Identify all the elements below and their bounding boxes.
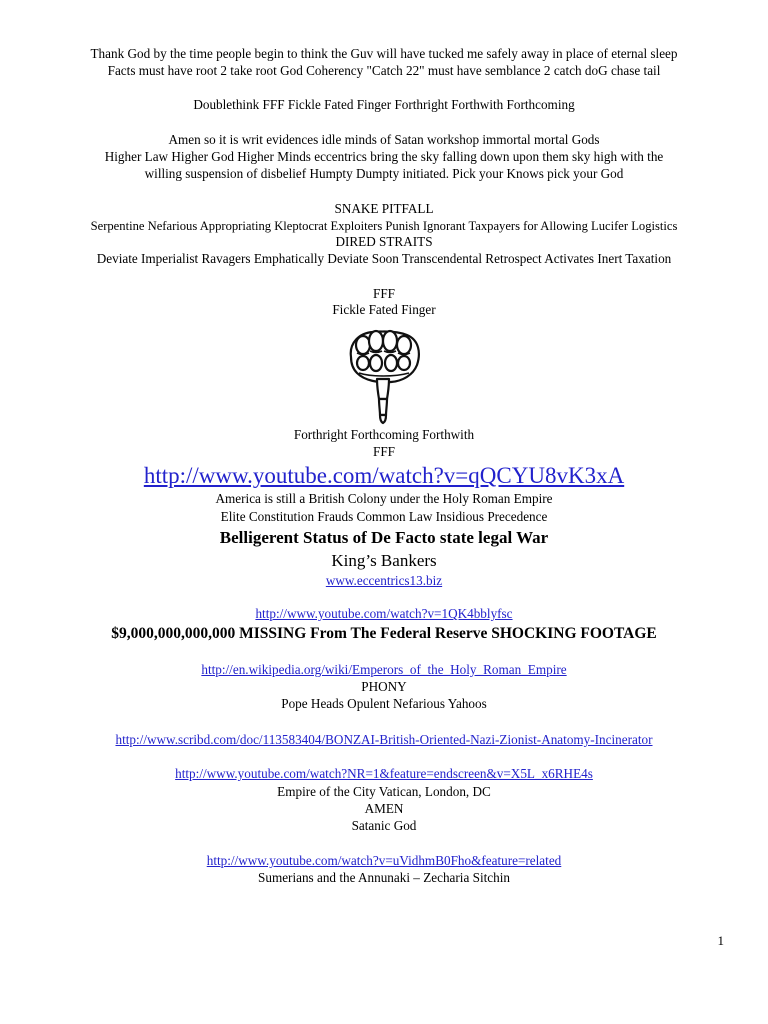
youtube-4-link[interactable]: http://www.youtube.com/watch?v=uVidhmB0Fho&feature=related — [206, 853, 562, 868]
missing-heading: $9,000,000,000,000 MISSING From The Federal Reserve SHOCKING FOOTAGE — [111, 625, 657, 642]
empire-city-line: Empire of the City Vatican, London, DC — [277, 784, 491, 799]
amen-title: AMEN — [364, 801, 404, 816]
youtube-4-link-row — [0, 853, 768, 869]
scribd-link[interactable]: http://www.scribd.com/doc/113583404/BONZAI-British-Oriented-Nazi-Zionist-Anatomy-Incinerator — [115, 732, 653, 747]
phony-title: PHONY — [361, 679, 407, 694]
higher-law-line-2: willing suspension of disbelief Humpty Dumpty initiated. Pick your Knows pick your God — [144, 166, 624, 181]
youtube-3-link[interactable]: http://www.youtube.com/watch?NR=1&feature=endscreen&v=X5L_x6RHE4s — [175, 766, 593, 781]
scribd-link-row — [0, 732, 768, 748]
pope-heads-line: Pope Heads Opulent Nefarious Yahoos — [281, 696, 487, 711]
doublethink-line: Doublethink FFF Fickle Fated Finger Forthright Forthwith Forthcoming — [193, 97, 575, 112]
america-colony-line: America is still a British Colony under the Holy Roman Empire — [215, 491, 553, 506]
dired-straits-title: DIRED STRAITS — [335, 234, 433, 249]
snake-pitfall-title: SNAKE PITFALL — [334, 201, 434, 216]
eccentrics-link-row — [0, 573, 768, 589]
fff-title: FFF — [372, 286, 395, 301]
forthright-line: Forthright Forthcoming Forthwith — [293, 427, 475, 442]
sumerians-line: Sumerians and the Annunaki – Zecharia Sitchin — [258, 870, 510, 885]
snake-pitfall-text: Serpentine Nefarious Appropriating Kleptocrat Exploiters Punish Ignorant Taxpayers for Allowing Lucifer Logistics — [90, 219, 678, 233]
eccentrics-link[interactable]: www.eccentrics13.biz — [325, 573, 443, 588]
fff-text: Fickle Fated Finger — [332, 302, 436, 317]
higher-law-line-1: Higher Law Higher God Higher Minds eccentrics bring the sky falling down upon them sky high with the — [104, 149, 664, 164]
youtube-2-link[interactable]: http://www.youtube.com/watch?v=1QK4bblyfsc — [255, 606, 513, 621]
youtube-2-link-row — [0, 606, 768, 622]
kings-bankers-heading: King’s Bankers — [331, 551, 437, 570]
belligerent-heading: Belligerent Status of De Facto state legal War — [219, 528, 549, 547]
wikipedia-link-row — [0, 662, 768, 678]
skeletal-finger-image — [343, 327, 425, 425]
page-number: 1 — [717, 933, 724, 948]
dired-straits-text: Deviate Imperialist Ravagers Emphatically Deviate Soon Transcendental Retrospect Activates Inert Taxation — [96, 251, 672, 266]
youtube-main-link[interactable]: http://www.youtube.com/watch?v=qQCYU8vK3xA — [143, 463, 625, 488]
wikipedia-link[interactable]: http://en.wikipedia.org/wiki/Emperors_of_the_Holy_Roman_Empire — [201, 662, 567, 677]
fff-repeat: FFF — [372, 444, 395, 459]
intro-line-1: Thank God by the time people begin to think the Guv will have tucked me safely away in place of eternal sleep — [90, 46, 678, 61]
amen-line: Amen so it is writ evidences idle minds of Satan workshop immortal mortal Gods — [168, 132, 600, 147]
youtube-3-link-row — [0, 766, 768, 782]
intro-line-2: Facts must have root 2 take root God Coherency "Catch 22" must have semblance 2 catch doG chase tail — [107, 63, 661, 78]
elite-constitution-line: Elite Constitution Frauds Common Law Insidious Precedence — [220, 509, 548, 524]
satanic-god-line: Satanic God — [351, 818, 417, 833]
youtube-main-link-row — [0, 463, 768, 489]
